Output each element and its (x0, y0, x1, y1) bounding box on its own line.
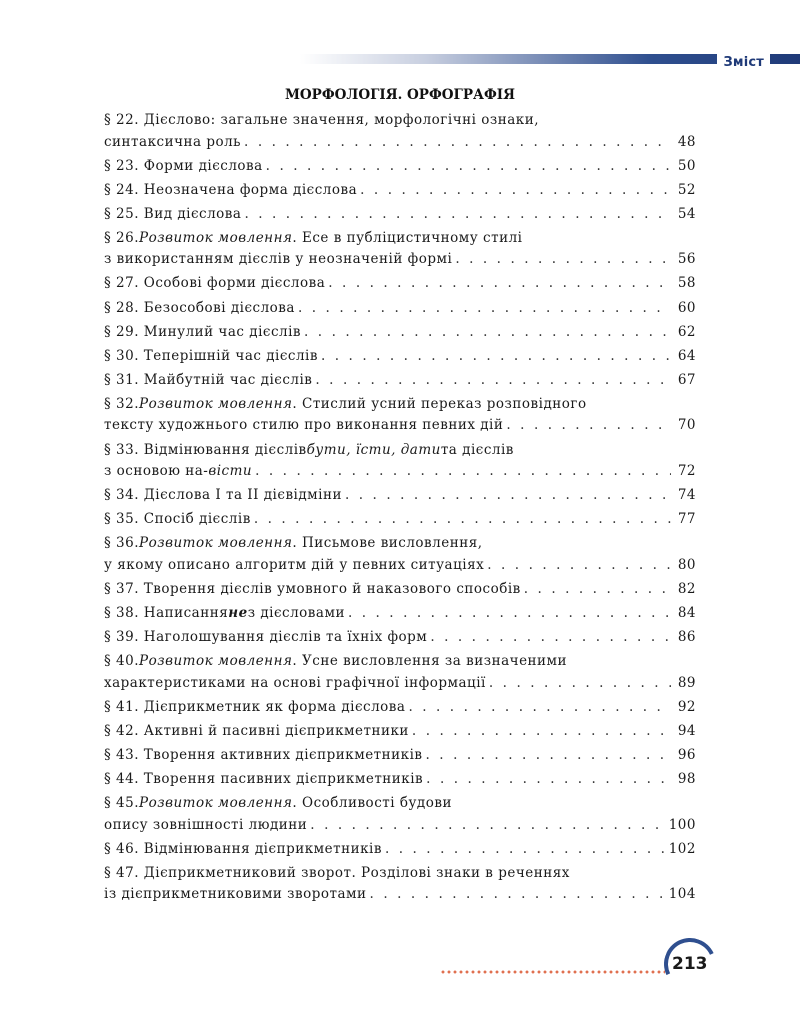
toc-page-number: 86 (677, 629, 696, 646)
toc-entry-line (104, 440, 696, 462)
toc-leader-dots (345, 485, 671, 507)
toc-entry-text: § 33. Відмінювання дієслів (104, 441, 307, 458)
toc-entry-text: § 36. (104, 535, 140, 552)
toc-entry-text: . Есе в публіцистичному стилі (292, 229, 523, 246)
toc-entry[interactable] (104, 627, 696, 649)
toc-entry-text: § 41. Дієприкметник як форма дієслова (104, 698, 406, 715)
toc-entry-italic-text: -вісти (203, 463, 253, 480)
toc-entry-italic-text: бути, їсти, дати (306, 441, 441, 458)
toc-entry-italic-text: Розвиток мовлення (139, 653, 293, 670)
toc-entry-line (104, 461, 696, 483)
toc-page-number: 89 (677, 674, 696, 691)
toc-entry-emphasis-text: не (228, 605, 248, 621)
toc-entry-line (104, 370, 696, 392)
toc-entry-text: § 25. Вид дієслова (104, 205, 242, 222)
toc-entry-text: характеристиками на основі графічної інформації (104, 674, 486, 691)
toc-leader-dots (370, 884, 666, 906)
toc-entry-text: з використанням дієслів у неозначеній формі (104, 251, 453, 268)
toc-entry[interactable] (104, 228, 696, 271)
toc-entry-text: § 38. Написання (104, 605, 229, 621)
toc-entry-line (104, 180, 696, 202)
toc-page-number: 72 (677, 463, 696, 480)
toc-entry[interactable] (104, 370, 696, 392)
toc-entry-text: § 46. Відмінювання дієприкметників (104, 840, 382, 857)
toc-page-number: 58 (677, 275, 696, 292)
toc-page-number: 98 (677, 771, 696, 788)
toc-page-number: 84 (677, 605, 696, 621)
toc-entry-italic-text: Розвиток мовлення (139, 795, 293, 812)
toc-entry-text: із дієприкметниковими зворотами (104, 886, 367, 903)
toc-entry-line (104, 394, 696, 416)
toc-leader-dots (430, 627, 671, 649)
toc-leader-dots (455, 249, 671, 271)
header-contents-label: Зміст (717, 53, 770, 72)
toc-entry[interactable] (104, 204, 696, 226)
toc-leader-dots (244, 132, 671, 154)
toc-entry-italic-text: Розвиток мовлення (139, 535, 293, 552)
toc-entry[interactable] (104, 579, 696, 601)
toc-entry[interactable] (104, 745, 696, 767)
toc-entry-italic-text: Розвиток мовлення (139, 395, 293, 412)
toc-entry-text: § 42. Активні й пасивні дієприкметники (104, 722, 409, 739)
toc-page-number: 82 (677, 580, 696, 597)
toc-entry-text: § 47. Дієприкметниковий зворот. Розділові знаки в реченнях (104, 864, 570, 881)
toc-entry-line (104, 603, 696, 625)
toc-entry-text: § 24. Неозначена форма дієслова (104, 181, 358, 198)
toc-entry-text: § 32. (104, 395, 140, 412)
toc-entry-text: § 43. Творення активних дієприкметників (104, 746, 423, 763)
toc-entry-text: . Особливості будови (292, 795, 452, 812)
toc-entry-text: § 27. Особові форми дієслова (104, 275, 326, 292)
toc-page-number: 92 (677, 698, 696, 715)
page-number: 213 (672, 954, 708, 974)
toc-entry-line (104, 156, 696, 178)
toc-leader-dots (315, 370, 671, 392)
toc-entry-line (104, 249, 696, 271)
toc-page-number: 48 (677, 133, 696, 150)
toc-entry-line (104, 884, 696, 906)
toc-page-number: 64 (677, 347, 696, 364)
toc-entry[interactable] (104, 110, 696, 153)
toc-page-number: 70 (677, 417, 696, 434)
toc-entry-text: § 35. Спосіб дієслів (104, 511, 251, 528)
toc-leader-dots (385, 839, 666, 861)
toc-entry-text: § 37. Творення дієслів умовного й наказового способів (104, 580, 521, 597)
toc-leader-dots (321, 346, 671, 368)
toc-entry-line (104, 110, 696, 132)
toc-entry-text: § 31. Майбутній час дієслів (104, 371, 313, 388)
toc-entry-line (104, 815, 696, 837)
toc-leader-dots (524, 579, 671, 601)
toc-entry-line (104, 132, 696, 154)
toc-leader-dots (506, 415, 671, 437)
toc-entry-text: § 34. Дієслова І та ІІ дієвідміни (104, 487, 342, 504)
toc-entry[interactable] (104, 394, 696, 437)
toc-entry-text: § 45. (104, 795, 140, 812)
toc-entry-line (104, 745, 696, 767)
toc-entry-line (104, 346, 696, 368)
toc-entry[interactable] (104, 697, 696, 719)
toc-page-number: 96 (677, 746, 696, 763)
toc-entry[interactable] (104, 863, 696, 906)
toc-leader-dots (426, 745, 672, 767)
toc-page-number: 52 (677, 181, 696, 198)
toc-entry-text: . Письмове висловлення, (292, 535, 483, 552)
toc-leader-dots (328, 273, 671, 295)
toc-entry-line (104, 485, 696, 507)
toc-entry-line (104, 273, 696, 295)
toc-page-number: 94 (677, 722, 696, 739)
toc-entry[interactable] (104, 793, 696, 836)
toc-entry-line (104, 555, 696, 577)
toc-page-number: 102 (668, 840, 696, 857)
toc-entry-line (104, 322, 696, 344)
toc-entry-text: синтаксична роль (104, 133, 242, 150)
toc-leader-dots (408, 697, 671, 719)
toc-entry-line (104, 415, 696, 437)
toc-leader-dots (298, 298, 671, 320)
toc-entry-line (104, 721, 696, 743)
toc-entry[interactable] (104, 298, 696, 320)
toc-page-number: 54 (677, 205, 696, 222)
section-title: МОРФОЛОГІЯ. ОРФОГРАФІЯ (284, 87, 516, 103)
toc-page-number: 74 (677, 487, 696, 504)
toc-entry[interactable] (104, 322, 696, 344)
toc-leader-dots (254, 509, 671, 531)
toc-page-number: 62 (677, 323, 696, 340)
toc-entry-text: § 26. (104, 229, 140, 246)
toc-entry-line (104, 228, 696, 250)
toc-entry[interactable] (104, 839, 696, 861)
toc-entry[interactable] (104, 273, 696, 295)
toc-entry[interactable] (104, 180, 696, 202)
toc-entry[interactable] (104, 533, 696, 576)
toc-entry-line (104, 533, 696, 555)
toc-entry[interactable] (104, 769, 696, 791)
toc-page-number: 56 (677, 251, 696, 268)
toc-entry[interactable] (104, 721, 696, 743)
toc-entry[interactable] (104, 156, 696, 178)
toc-leader-dots (244, 204, 671, 226)
toc-entry-line (104, 673, 696, 695)
toc-entry-text: у якому описано алгоритм дій у певних ситуаціях (104, 556, 485, 573)
toc-entry-text: з дієсловами (247, 605, 345, 621)
toc-entry-line (104, 651, 696, 673)
toc-entry-line (104, 793, 696, 815)
toc-entry[interactable] (104, 346, 696, 368)
toc-entry-text: . Стислий усний переказ розповідного (292, 395, 587, 412)
toc-leader-dots (310, 815, 665, 837)
toc-entry-text: опису зовнішності людини (104, 816, 308, 833)
toc-leader-dots (266, 156, 671, 178)
toc-entry-line (104, 204, 696, 226)
toc-entry-text: § 22. Дієслово: загальне значення, морфологічні ознаки, (104, 112, 539, 128)
toc-entry-text: § 28. Безособові дієслова (104, 299, 295, 316)
toc-entry[interactable] (104, 509, 696, 531)
toc-entry-text: § 39. Наголошування дієслів та їхніх форм (104, 629, 428, 646)
toc-leader-dots (412, 721, 671, 743)
toc-entry-line (104, 769, 696, 791)
toc-entry-line (104, 863, 696, 885)
toc-leader-dots (489, 673, 671, 695)
toc-entry-line (104, 697, 696, 719)
toc-leader-dots (255, 461, 671, 483)
toc-entry[interactable] (104, 485, 696, 507)
toc-entry-line (104, 839, 696, 861)
toc-leader-dots (348, 603, 671, 625)
toc-page-number: 104 (668, 886, 696, 903)
toc-entry-text: § 44. Творення пасивних дієприкметників (104, 771, 424, 788)
toc-entry-italic-text: Розвиток мовлення (139, 229, 293, 246)
toc-page-number: 77 (677, 511, 696, 528)
toc-page-number: 67 (677, 371, 696, 388)
toc-entry-text: та дієслів (440, 441, 514, 458)
toc-leader-dots (360, 180, 671, 202)
toc-entry-line (104, 298, 696, 320)
toc-entry-text: § 23. Форми дієслова (104, 157, 263, 174)
toc-entry-text: з основою на (104, 463, 204, 480)
toc-entry-text: § 30. Теперішній час дієслів (104, 347, 318, 364)
toc-leader-dots (304, 322, 671, 344)
toc-entry-line (104, 627, 696, 649)
toc-page-number: 100 (668, 816, 696, 833)
toc-entry-text: тексту художнього стилю про виконання певних дій (104, 417, 504, 434)
toc-leader-dots (426, 769, 671, 791)
toc-entry[interactable] (104, 603, 696, 625)
toc-entry-text: . Усне висловлення за визначеними (292, 653, 568, 670)
toc-page-number: 60 (677, 299, 696, 316)
toc-page-number: 50 (677, 157, 696, 174)
table-of-contents (104, 110, 696, 908)
toc-entry-text: § 29. Минулий час дієслів (104, 323, 301, 340)
toc-entry-text: § 40. (104, 653, 140, 670)
toc-entry[interactable] (104, 651, 696, 694)
toc-page-number: 80 (677, 556, 696, 573)
toc-leader-dots (487, 555, 671, 577)
toc-entry-line (104, 579, 696, 601)
toc-entry[interactable] (104, 440, 696, 483)
toc-entry-line (104, 509, 696, 531)
footer-dotted-line (440, 970, 665, 974)
